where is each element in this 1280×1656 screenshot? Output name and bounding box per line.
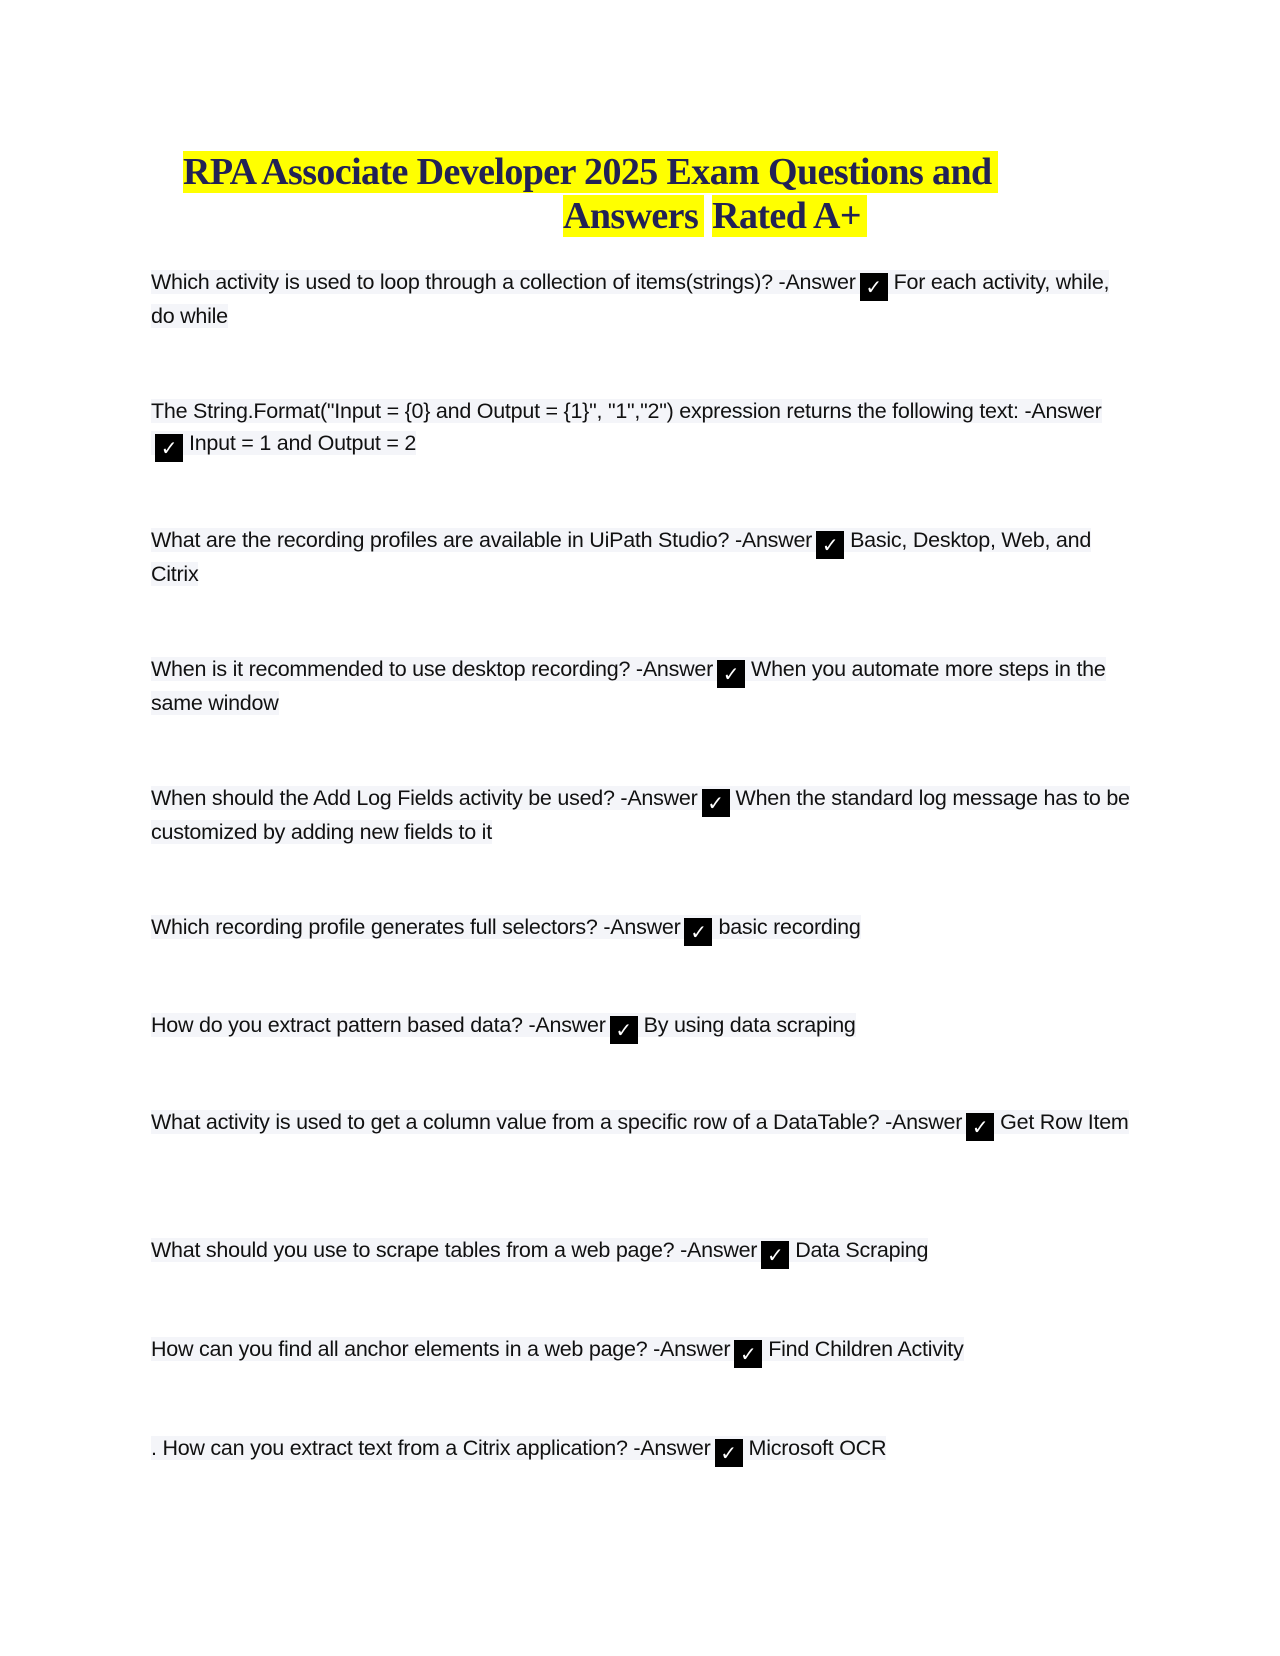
answer-label: -Answer xyxy=(633,1436,711,1460)
answer-label: -Answer xyxy=(1024,399,1102,423)
check-icon: ✓ xyxy=(702,789,730,817)
document-title xyxy=(183,150,1083,238)
answer-text: Basic, Desktop, Web, and Citrix xyxy=(151,528,1092,586)
answer-text: By using data scraping xyxy=(643,1013,856,1037)
check-icon: ✓ xyxy=(715,1439,743,1467)
answer-text: Find Children Activity xyxy=(768,1337,964,1361)
check-icon: ✓ xyxy=(966,1113,994,1141)
qa-item-2 xyxy=(151,396,1131,462)
question-text: The String.Format("Input = {0} and Output = {1}", "1","2") expression returns the following text: xyxy=(151,399,1019,423)
question-text: What are the recording profiles are available in UiPath Studio? xyxy=(151,528,730,552)
question-text: . How can you extract text from a Citrix application? xyxy=(151,1436,628,1460)
title-text-rated: Rated A+ xyxy=(712,195,867,237)
answer-text: Data Scraping xyxy=(795,1238,929,1262)
question-text: Which recording profile generates full selectors? xyxy=(151,915,598,939)
question-text: When should the Add Log Fields activity be used? xyxy=(151,786,615,810)
question-text: How do you extract pattern based data? xyxy=(151,1013,523,1037)
answer-label: -Answer xyxy=(885,1110,963,1134)
qa-item-9 xyxy=(151,1235,1131,1269)
answer-label: -Answer xyxy=(635,657,714,681)
qa-item-10 xyxy=(151,1334,1131,1368)
check-icon: ✓ xyxy=(860,273,888,301)
question-text: How can you find all anchor elements in a web page? xyxy=(151,1337,648,1361)
question-text: When is it recommended to use desktop recording? xyxy=(151,657,631,681)
question-text: What should you use to scrape tables from a web page? xyxy=(151,1238,675,1262)
check-icon: ✓ xyxy=(610,1016,638,1044)
qa-item-7 xyxy=(151,1010,1131,1044)
qa-item-8 xyxy=(151,1107,1131,1141)
answer-text: When the standard log message has to be customized by adding new fields to it xyxy=(151,786,1130,844)
answer-text: Microsoft OCR xyxy=(748,1436,887,1460)
answer-text: Get Row Item xyxy=(1000,1110,1129,1134)
check-icon: ✓ xyxy=(717,660,745,688)
check-icon: ✓ xyxy=(155,434,183,462)
qa-item-5 xyxy=(151,783,1131,849)
answer-label: -Answer xyxy=(528,1013,606,1037)
answer-label: -Answer xyxy=(680,1238,758,1262)
answer-text: basic recording xyxy=(718,915,861,939)
title-text-1: RPA Associate Developer 2025 Exam Questions and xyxy=(183,151,998,193)
question-text: Which activity is used to loop through a collection of items(strings)? xyxy=(151,270,773,294)
qa-item-4 xyxy=(151,654,1131,720)
qa-item-1 xyxy=(151,267,1131,333)
check-icon: ✓ xyxy=(734,1340,762,1368)
title-line-2 xyxy=(183,194,1083,238)
question-text: What activity is used to get a column value from a specific row of a DataTable? xyxy=(151,1110,880,1134)
title-line-1 xyxy=(183,150,1083,194)
answer-label: -Answer xyxy=(603,915,681,939)
check-icon: ✓ xyxy=(684,918,712,946)
qa-item-3 xyxy=(151,525,1131,591)
answer-label: -Answer xyxy=(620,786,698,810)
answer-text: When you automate more steps in the same window xyxy=(151,657,1106,715)
answer-label: -Answer xyxy=(778,270,856,294)
qa-item-6 xyxy=(151,912,1131,946)
qa-item-11 xyxy=(151,1433,1131,1467)
answer-text: For each activity, while, do while xyxy=(151,270,1110,328)
title-text-answers: Answers xyxy=(563,195,704,237)
answer-label: -Answer xyxy=(734,528,813,552)
answer-text: Input = 1 and Output = 2 xyxy=(189,430,417,455)
check-icon: ✓ xyxy=(761,1241,789,1269)
answer-label: -Answer xyxy=(653,1337,731,1361)
check-icon: ✓ xyxy=(816,531,844,559)
